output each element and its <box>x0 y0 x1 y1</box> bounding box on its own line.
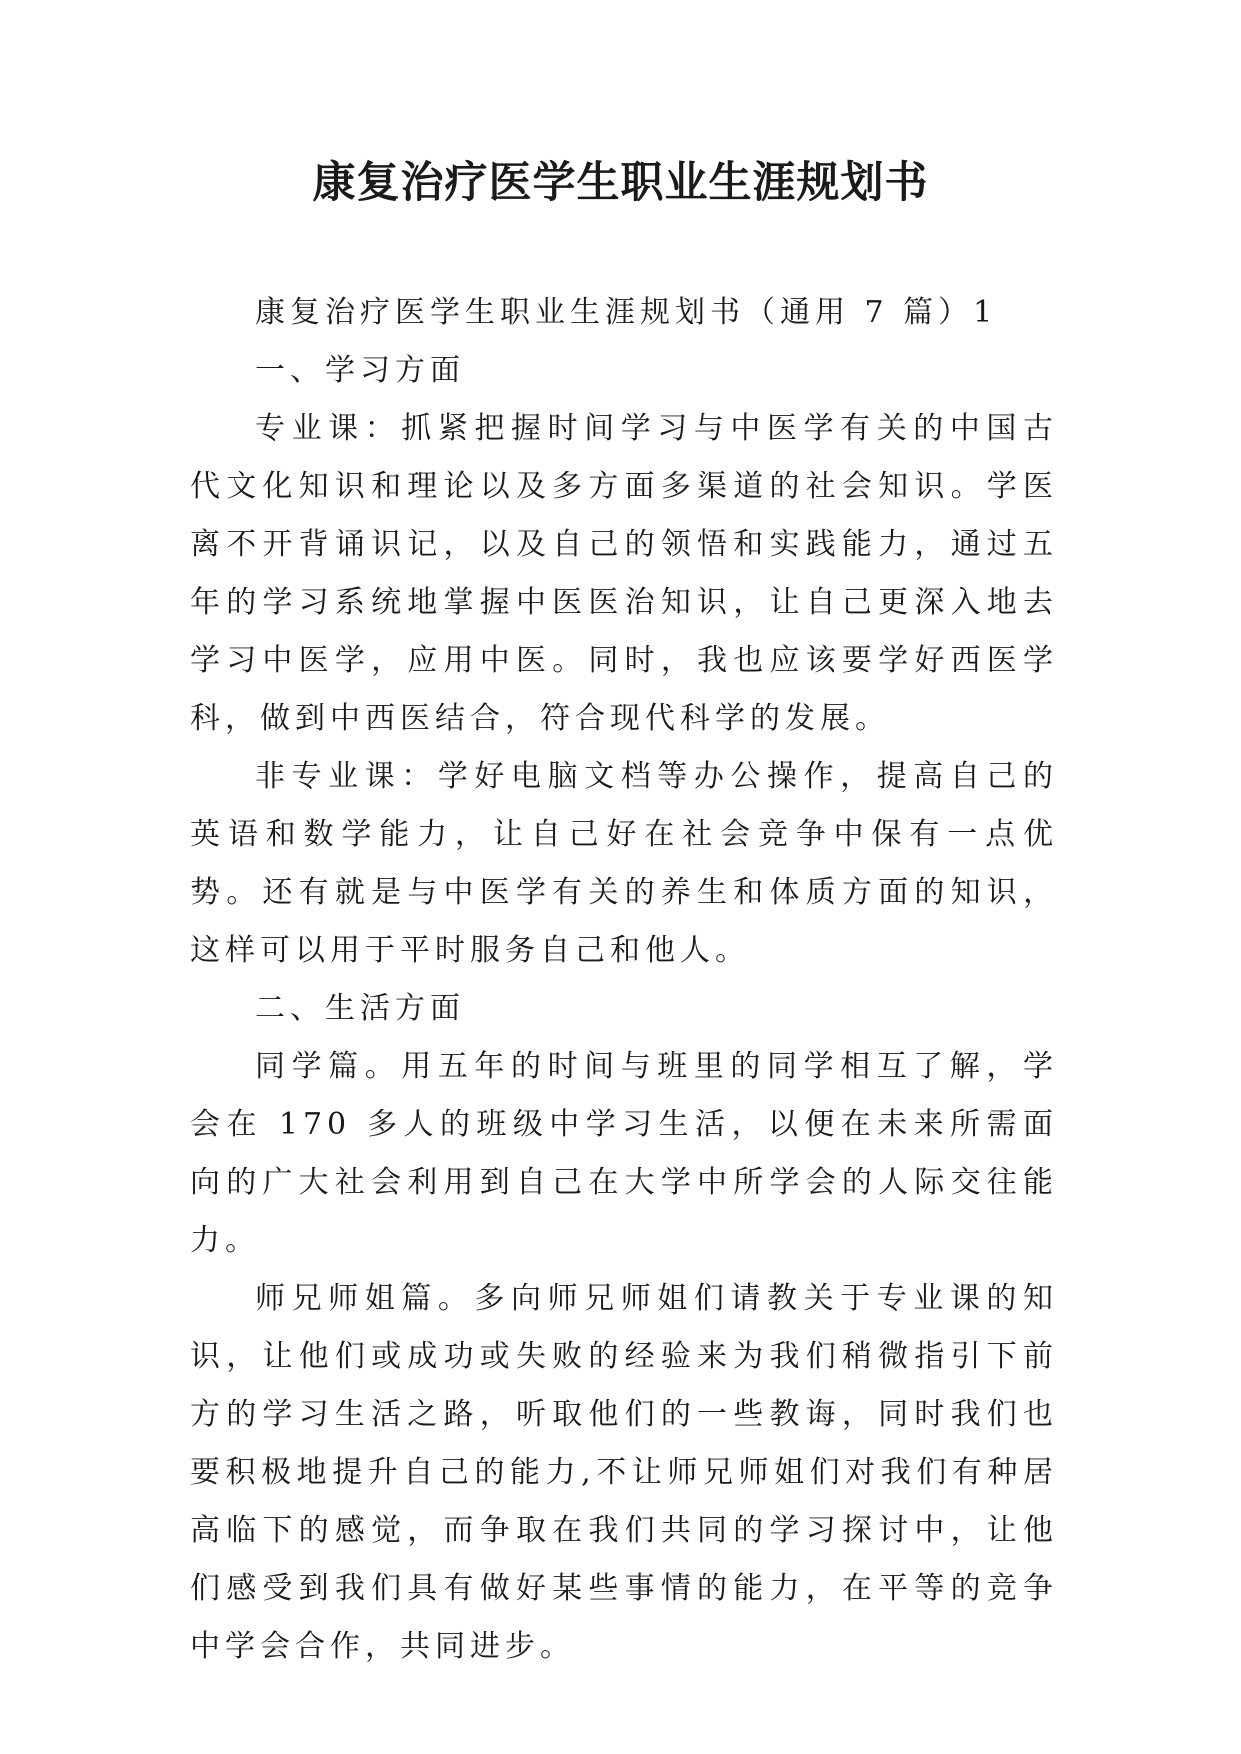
document-title: 康复治疗医学生职业生涯规划书 <box>312 158 929 208</box>
paragraph-classmates: 同学篇。用五年的时间与班里的同学相互了解，学会在 170 多人的班级中学习生活，以便在未来所需面向的广大社会利用到自己在大学中所学会的人际交往能力。 <box>190 1049 1058 1258</box>
subtitle-paragraph: 康复治疗医学生职业生涯规划书（通用 7 篇）1 <box>255 295 998 330</box>
section-heading-life: 二、生活方面 <box>255 991 465 1026</box>
paragraph-seniors: 师兄师姐篇。多向师兄师姐们请教关于专业课的知识，让他们或成功或失败的经验来为我们稍微指引下前方的学习生活之路，听取他们的一些教诲，同时我们也要积极地提升自己的能力,不让师兄师姐们对我们有种居高临下的感觉，而争取在我们共同的学习探讨中，让他们感受到我们具有做好某些事情的能力，在平等的竞争中学会合作，共同进步。 <box>190 1281 1058 1664</box>
paragraph-non-professional-courses: 非专业课：学好电脑文档等办公操作，提高自己的英语和数学能力，让自己好在社会竞争中保有一点优势。还有就是与中医学有关的养生和体质方面的知识，这样可以用于平时服务自己和他人。 <box>190 759 1058 968</box>
paragraph-professional-courses: 专业课：抓紧把握时间学习与中医学有关的中国古代文化知识和理论以及多方面多渠道的社会知识。学医离不开背诵识记，以及自己的领悟和实践能力，通过五年的学习系统地掌握中医医治知识，让自己更深入地去学习中医学，应用中医。同时，我也应该要学好西医学科，做到中西医结合，符合现代科学的发展。 <box>190 411 1058 736</box>
section-heading-study: 一、学习方面 <box>255 353 465 388</box>
document-body <box>190 284 1058 1676</box>
